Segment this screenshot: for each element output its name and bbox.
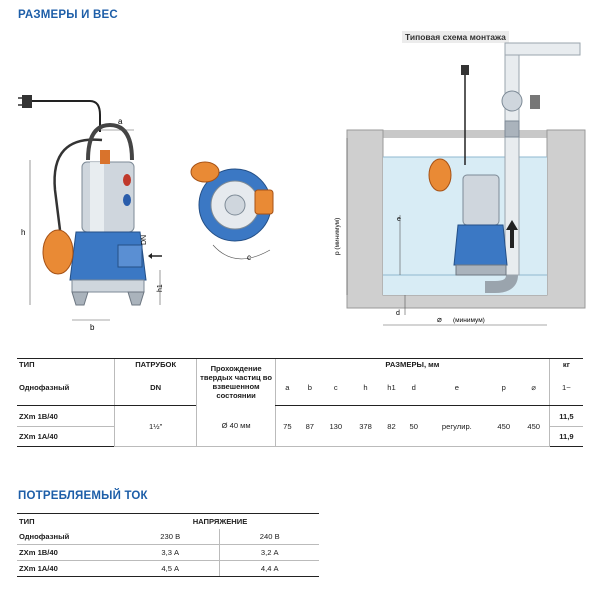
col-e: e — [425, 370, 489, 406]
float-switch — [43, 230, 73, 274]
col-c: c — [321, 370, 351, 406]
pump-side-drawing — [10, 80, 185, 330]
cell-e: регулир. — [425, 406, 489, 447]
col-a: a — [276, 370, 299, 406]
dim-h1-label: h1 — [157, 284, 164, 292]
section-title-dimensions: РАЗМЕРЫ И ВЕС — [18, 9, 118, 21]
voltage-230: 230 В — [121, 529, 220, 545]
cell-dn: 1½" — [115, 406, 197, 447]
col-p: p — [489, 370, 519, 406]
header-prohod: Прохождение твердых частиц во взвешенном состоянии — [197, 359, 276, 406]
subheader-phase: Однофазный — [17, 370, 115, 406]
header-kg: кг — [549, 359, 583, 370]
installation-scheme — [325, 25, 595, 335]
cell-prohod: Ø 40 мм — [197, 406, 276, 447]
dim-p-label: p (минимум) — [334, 217, 341, 255]
header-razmery: РАЗМЕРЫ, мм — [276, 359, 550, 370]
dim-c-label: c — [247, 253, 251, 262]
dim-d-label: d — [396, 310, 400, 317]
col-diam: ⌀ — [519, 370, 550, 406]
cell-a: 75 — [276, 406, 299, 447]
cell-c: 130 — [321, 406, 351, 447]
cell-b: 87 — [299, 406, 321, 447]
header-tip: ТИП — [17, 359, 115, 370]
row-model: ZXm 1A/40 — [17, 427, 115, 447]
subheader-kg: 1~ — [549, 370, 583, 406]
cell-d: 50 — [403, 406, 425, 447]
current-table — [17, 513, 319, 577]
col-h: h — [351, 370, 381, 406]
install-caption: Типовая схема монтажа — [402, 31, 509, 43]
subheader-dn: DN — [115, 370, 197, 406]
header-patrubok: ПАТРУБОК — [115, 359, 197, 370]
cell-240: 4,4 А — [220, 561, 319, 577]
cell-230: 4,5 А — [121, 561, 220, 577]
cell-h: 378 — [351, 406, 381, 447]
float-top — [191, 162, 219, 182]
voltage-240: 240 В — [220, 529, 319, 545]
cell-230: 3,3 А — [121, 545, 220, 561]
col-b: b — [299, 370, 321, 406]
cell-diam: 450 — [519, 406, 550, 447]
valve — [502, 91, 522, 111]
dim-e-label: e — [397, 216, 401, 223]
dim-b-label: b — [90, 323, 95, 330]
row-weight: 11,5 — [549, 406, 583, 427]
dim-dn-label: DN — [141, 234, 148, 245]
row-model: ZXm 1A/40 — [17, 561, 121, 577]
dim-a-label: a — [118, 117, 123, 126]
header-tip: ТИП — [17, 514, 121, 530]
pump-top-drawing — [185, 150, 295, 280]
row-weight: 11,9 — [549, 427, 583, 447]
plug-icon — [22, 95, 32, 108]
power-cable — [32, 101, 100, 132]
dim-h-label: h — [21, 228, 26, 237]
dimensions-table — [17, 358, 583, 447]
section-title-current: ПОТРЕБЛЯЕМЫЙ ТОК — [18, 490, 148, 502]
row-model: ZXm 1B/40 — [17, 545, 121, 561]
dim-diam-label: (минимум) — [453, 317, 485, 324]
subheader-phase: Однофазный — [17, 529, 121, 545]
cell-p: 450 — [489, 406, 519, 447]
col-d: d — [403, 370, 425, 406]
row-model: ZXm 1B/40 — [17, 406, 115, 427]
header-voltage: НАПРЯЖЕНИЕ — [121, 514, 319, 530]
cell-h1: 82 — [380, 406, 402, 447]
cell-240: 3,2 А — [220, 545, 319, 561]
col-h1: h1 — [380, 370, 402, 406]
dim-diam-symbol: ⌀ — [437, 315, 442, 324]
